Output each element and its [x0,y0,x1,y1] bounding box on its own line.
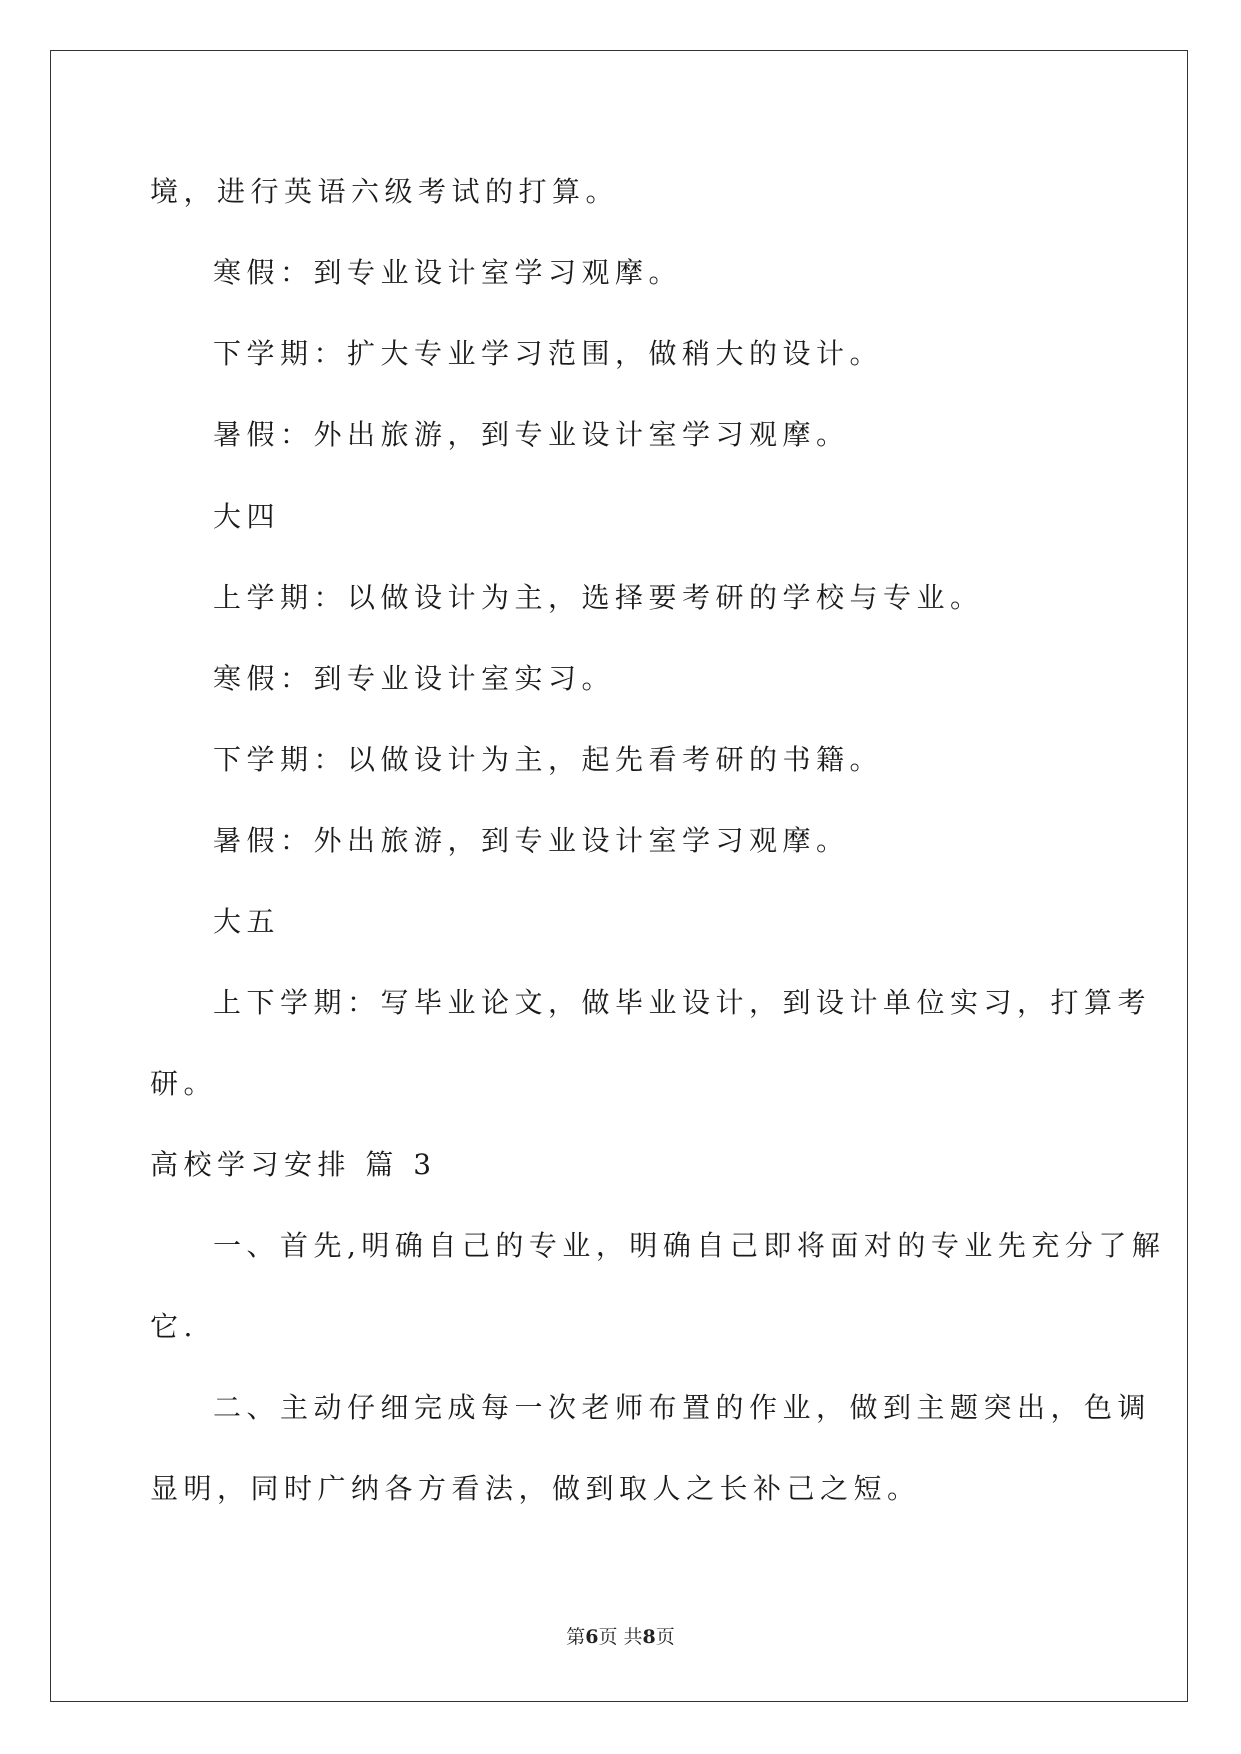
section-heading-year-4: 大四 [213,500,281,533]
section-title-part-3: 高校学习安排 篇 3 [150,1148,437,1181]
footer-total-pages: 8 [642,1626,656,1648]
text-line-item-1: 一、首先,明确自己的专业，明确自己即将面对的专业先充分了解 [213,1229,1166,1262]
footer-middle: 页 共 [598,1626,643,1648]
text-line-year-5-plan: 上下学期：写毕业论文，做毕业设计，到设计单位实习，打算考 [213,986,1152,1019]
text-line-summer-break-4: 暑假：外出旅游，到专业设计室学习观摩。 [213,824,850,857]
page-border [50,50,1188,1702]
page-footer [0,1625,1241,1649]
text-line-fall-term-4: 上学期：以做设计为主，选择要考研的学校与专业。 [213,581,984,614]
footer-page-number: 6 [585,1626,599,1648]
text-line-continuation: 境，进行英语六级考试的打算。 [150,175,620,208]
text-line-year-5-plan-cont: 研。 [150,1067,218,1100]
text-line-item-1-cont: 它. [150,1310,198,1343]
section-heading-year-5: 大五 [213,905,281,938]
text-line-summer-break-1: 暑假：外出旅游，到专业设计室学习观摩。 [213,418,850,451]
text-line-spring-term-1: 下学期：扩大专业学习范围，做稍大的设计。 [213,337,884,370]
text-line-winter-break-1: 寒假：到专业设计室学习观摩。 [213,256,683,289]
footer-suffix: 页 [655,1626,675,1648]
text-line-item-2: 二、主动仔细完成每一次老师布置的作业，做到主题突出，色调 [213,1391,1152,1424]
footer-prefix: 第 [566,1626,586,1648]
text-line-winter-break-4: 寒假：到专业设计室实习。 [213,662,616,695]
text-line-item-2-cont: 显明，同时广纳各方看法，做到取人之长补己之短。 [150,1472,921,1505]
text-line-spring-term-4: 下学期：以做设计为主，起先看考研的书籍。 [213,743,884,776]
